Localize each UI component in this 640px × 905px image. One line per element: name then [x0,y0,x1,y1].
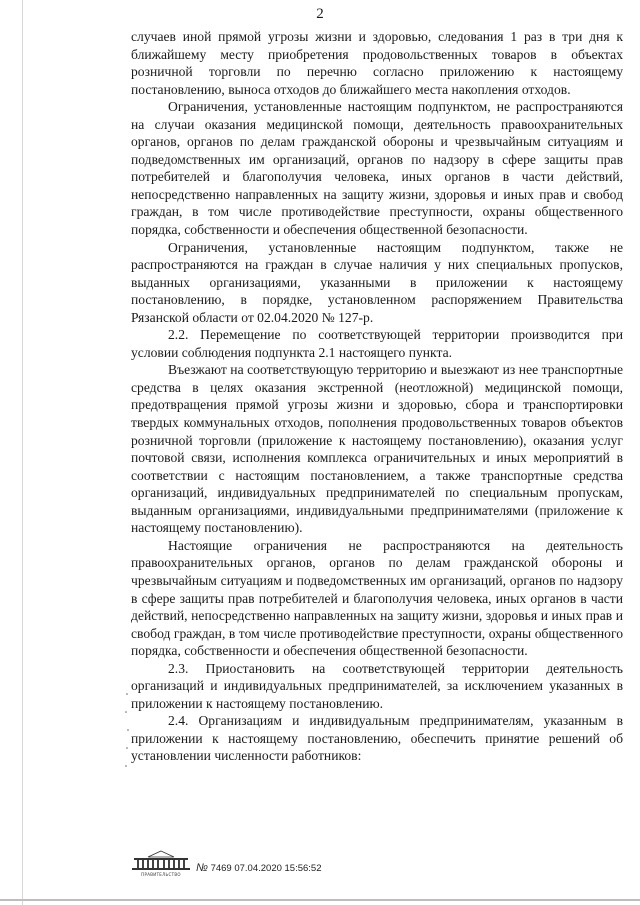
paragraph: Въезжают на соответствующую территорию и выезжают из нее транспортные средства в целях оказания экстренной (неотложной) медицинской помощи, предотвращения прямой угрозы жизни и здоровью, сбора и транспортировки твердых коммунальных отходов, пополнения продовольственных товаров объектов розничной торговли (приложение к настоящему постановлению), оказания услуг почтовой связи, исполнения комплекса ограничительных и иных мероприятий в соответствии с настоящим постановлением, а также транспортные средства организаций, индивидуальных предпринимателей по специальным пропускам, выданным организациями, индивидуальными предпринимателями (приложение к настоящему постановлению). [131,362,623,536]
scan-edge-line [22,0,23,905]
paragraph: Ограничения, установленные настоящим подпунктом, не распространяются на случаи оказания медицинской помощи, деятельность правоохранительных органов, органов по делам гражданской обороны и чрезвычайным ситуациям и подведомственных им организаций, органов по надзору в сфере защиты прав потребителей и благополучия человека, иных органов в части действий, непосредственно направленных на защиту жизни, здоровья и иных прав и свобод граждан, в том числе противодействие преступности, охраны общественного порядка, собственности и обеспечения общественной безопасности. [131,99,623,238]
government-building-logo-icon [130,850,192,872]
document-body [131,28,623,765]
paragraph: случаев иной прямой угрозы жизни и здоровью, следования 1 раз в три дня к ближайшему месту приобретения продовольственных товаров в объектах розничной торговли по перечню согласно приложению к настоящему постановлению, выноса отходов до ближайшего места накопления отходов. [131,29,623,97]
document-footer [130,848,430,888]
scan-bottom-edge [0,899,640,901]
paragraph: 2.4. Организациям и индивидуальным предпринимателям, указанным в приложении к настоящему постановлению, обеспечить принятие решений об установлении численности работников: [131,713,623,764]
margin-marks [122,690,132,780]
logo-caption: ПРАВИТЕЛЬСТВО [141,872,181,877]
page-number: 2 [316,6,324,22]
paragraph: 2.2. Перемещение по соответствующей территории производится при условии соблюдения подпункта 2.1 настоящего пункта. [131,327,623,360]
paragraph: 2.3. Приостановить на соответствующей территории деятельность организаций и индивидуальных предпринимателей, за исключением указанных в приложении к настоящему постановлению. [131,660,623,711]
number-sign: № [196,862,208,874]
paragraph: Настоящие ограничения не распространяются на деятельность правоохранительных органов, органов по делам гражданской обороны и чрезвычайным ситуациям и подведомственных им организаций, органов по надзору в сфере защиты прав потребителей и благополучия человека, иных органов в части действий, непосредственно направленных на защиту жизни, здоровья и иных прав и свобод граждан, в том числе противодействие преступности, охраны общественного порядка, собственности и обеспечения общественной безопасности. [131,537,623,659]
registration-stamp [196,862,322,874]
paragraph: Ограничения, установленные настоящим подпунктом, также не распространяются на граждан в случае наличия у них специальных пропусков, выданных организациями, указанными в приложении к настоящему постановлению, в порядке, установленном распоряжением Правительства Рязанской области от 02.04.2020 № 127-р. [131,239,623,325]
registration-number-datetime: 7469 07.04.2020 15:56:52 [210,863,322,874]
